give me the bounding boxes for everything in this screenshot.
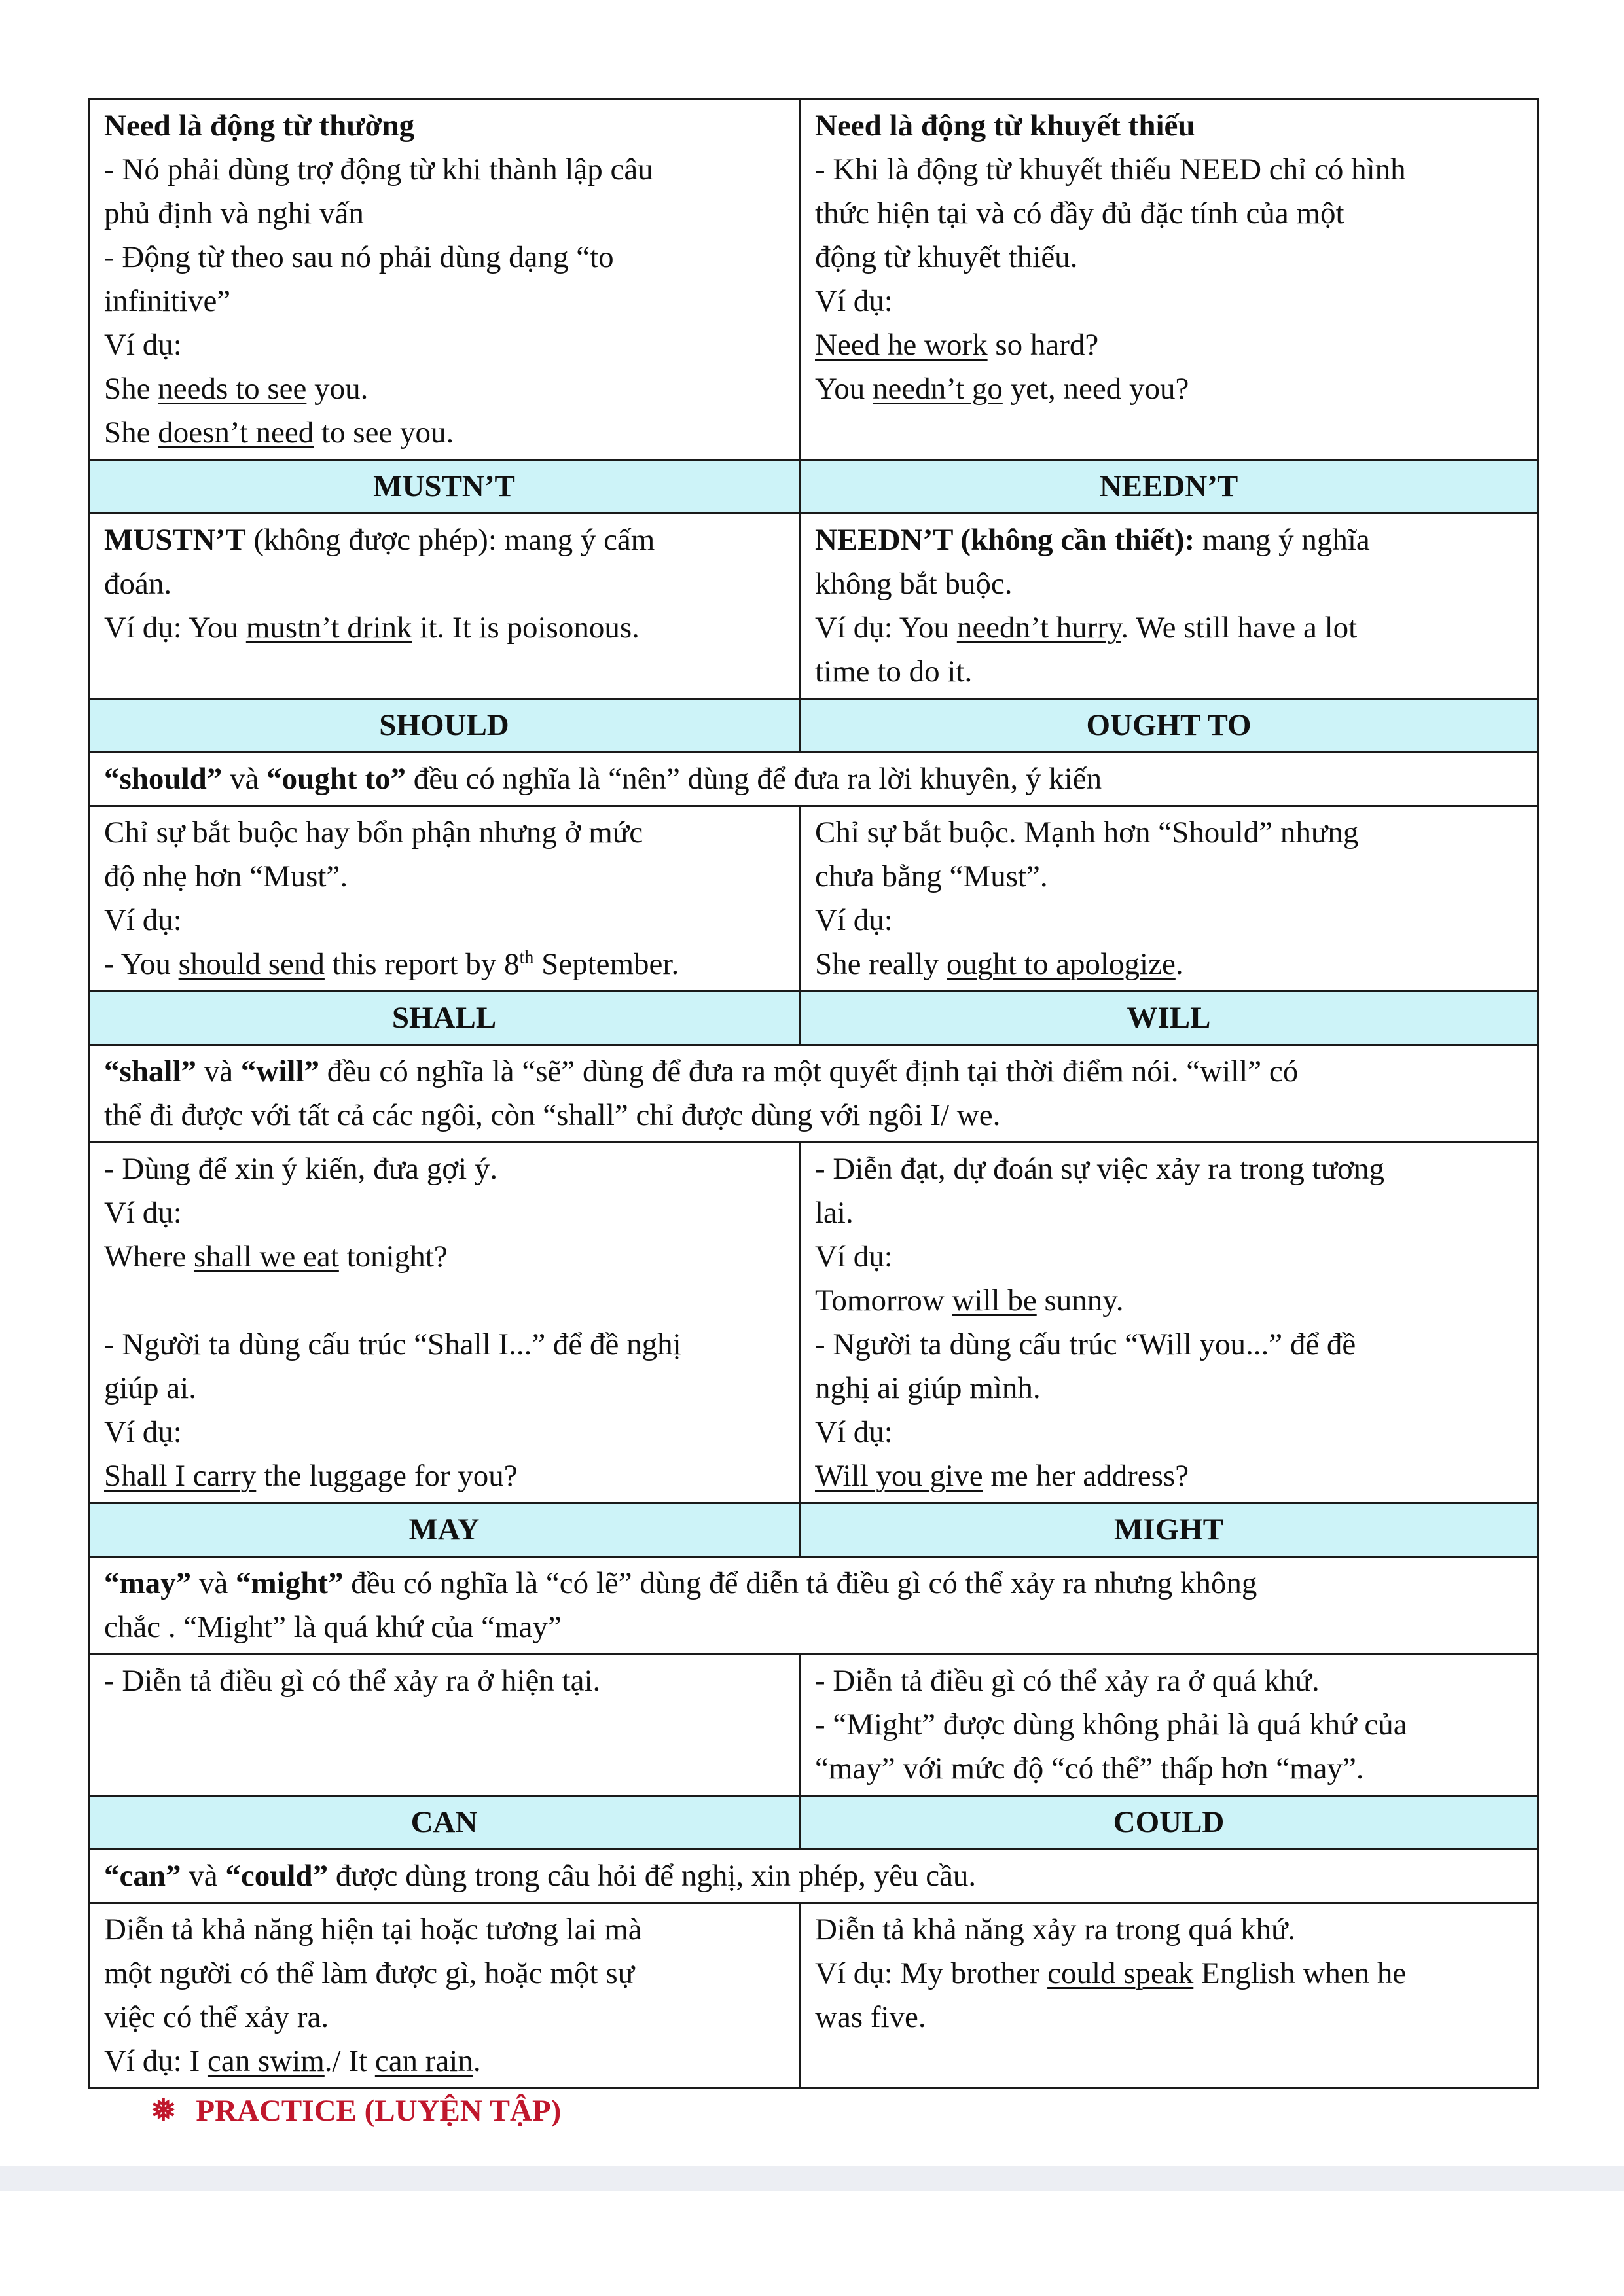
need-row	[89, 99, 1538, 460]
could-cell	[800, 1903, 1538, 2089]
can-line: việc có thể xảy ra.	[104, 2000, 329, 2034]
may-cell	[89, 1655, 800, 1796]
may-header: MAY	[89, 1503, 800, 1557]
shall-example-2: Shall I carry the luggage for you?	[104, 1459, 518, 1493]
need-modal-line: - Khi là động từ khuyết thiếu NEED chỉ có hình	[815, 152, 1406, 187]
need-normal-example-2: She doesn’t need to see you.	[104, 416, 454, 450]
shall-line: - Dùng để xin ý kiến, đưa gợi ý.	[104, 1152, 498, 1186]
will-line: nghị ai giúp mình.	[815, 1371, 1041, 1405]
need-normal-line: - Nó phải dùng trợ động từ khi thành lập câu	[104, 152, 653, 187]
might-cell	[800, 1655, 1538, 1796]
can-header: CAN	[89, 1796, 800, 1850]
should-ought-row	[89, 806, 1538, 992]
practice-heading	[151, 2089, 561, 2133]
may-might-row	[89, 1655, 1538, 1796]
need-modal-verb-cell	[800, 99, 1538, 460]
mustnt-definition: MUSTN’T (không được phép): mang ý cấm	[104, 523, 655, 557]
need-normal-example-1: She needs to see you.	[104, 372, 369, 406]
need-normal-verb-cell	[89, 99, 800, 460]
will-example-2: Will you give me her address?	[815, 1459, 1189, 1493]
neednt-definition-cont: không bắt buộc.	[815, 567, 1013, 601]
need-normal-line: Ví dụ:	[104, 328, 182, 362]
shall-line: Ví dụ:	[104, 1415, 182, 1449]
ought-to-example: She really ought to apologize.	[815, 947, 1183, 981]
might-line: - Diễn tả điều gì có thể xảy ra ở quá khứ.	[815, 1664, 1320, 1698]
will-line: Ví dụ:	[815, 1240, 893, 1274]
need-normal-line: phủ định và nghi vấn	[104, 196, 364, 230]
should-ought-summary	[89, 753, 1538, 806]
should-line: Chỉ sự bắt buộc hay bổn phận nhưng ở mức	[104, 816, 643, 850]
should-ought-header-row	[89, 699, 1538, 753]
blank-line	[104, 1279, 784, 1323]
might-header: MIGHT	[800, 1503, 1538, 1557]
modal-verbs-table	[88, 98, 1539, 2089]
need-modal-line: thức hiện tại và có đầy đủ đặc tính của một	[815, 196, 1344, 230]
shall-line: - Người ta dùng cấu trúc “Shall I...” để đề nghị	[104, 1327, 681, 1361]
could-line: Diễn tả khả năng xảy ra trong quá khứ.	[815, 1912, 1296, 1946]
shall-will-header-row	[89, 992, 1538, 1045]
ought-to-line: chưa bằng “Must”.	[815, 859, 1048, 893]
will-cell	[800, 1143, 1538, 1503]
shall-will-row	[89, 1143, 1538, 1503]
snowflake-bullet-icon: ❅	[151, 2094, 177, 2128]
ought-to-header: OUGHT TO	[800, 699, 1538, 753]
need-modal-line: Ví dụ:	[815, 284, 893, 318]
might-line: “may” với mức độ “có thể” thấp hơn “may”.	[815, 1751, 1364, 1785]
shall-line: Ví dụ:	[104, 1196, 182, 1230]
shall-header: SHALL	[89, 992, 800, 1045]
can-cell	[89, 1903, 800, 2089]
mustnt-cell	[89, 514, 800, 699]
could-line: was five.	[815, 2000, 926, 2034]
need-modal-example-1: Need he work so hard?	[815, 328, 1099, 362]
mustnt-neednt-row	[89, 514, 1538, 699]
page-gap	[0, 2166, 1624, 2191]
neednt-cell	[800, 514, 1538, 699]
should-line: Ví dụ:	[104, 903, 182, 937]
shall-cell	[89, 1143, 800, 1503]
should-ought-summary-row	[89, 753, 1538, 806]
shall-example-1: Where shall we eat tonight?	[104, 1240, 448, 1274]
should-cell	[89, 806, 800, 992]
need-normal-line: - Động từ theo sau nó phải dùng dạng “to	[104, 240, 614, 274]
may-might-summary-line-2: chắc . “Might” là quá khứ của “may”	[104, 1610, 562, 1644]
may-line: - Diễn tả điều gì có thể xảy ra ở hiện tại.	[104, 1664, 601, 1698]
can-could-summary	[89, 1850, 1538, 1903]
neednt-example: Ví dụ: You needn’t hurry. We still have a lot	[815, 611, 1358, 645]
ought-to-line: Chỉ sự bắt buộc. Mạnh hơn “Should” nhưng	[815, 816, 1359, 850]
neednt-example-cont: time to do it.	[815, 655, 973, 689]
need-modal-example-2: You needn’t go yet, need you?	[815, 372, 1189, 406]
may-might-summary	[89, 1557, 1538, 1655]
neednt-definition: NEEDN’T (không cần thiết): mang ý nghĩa	[815, 523, 1370, 557]
practice-label: PRACTICE (LUYỆN TẬP)	[196, 2094, 562, 2128]
can-could-row	[89, 1903, 1538, 2089]
mustnt-header: MUSTN’T	[89, 460, 800, 514]
could-example: Ví dụ: My brother could speak English when he	[815, 1956, 1407, 1990]
need-normal-heading: Need là động từ thường	[104, 109, 415, 143]
need-modal-line: động từ khuyết thiếu.	[815, 240, 1078, 274]
need-normal-line: infinitive”	[104, 284, 231, 318]
should-header: SHOULD	[89, 699, 800, 753]
ought-to-line: Ví dụ:	[815, 903, 893, 937]
need-modal-heading: Need là động từ khuyết thiếu	[815, 109, 1195, 143]
mustnt-neednt-header-row	[89, 460, 1538, 514]
can-line: Diễn tả khả năng hiện tại hoặc tương lai mà	[104, 1912, 642, 1946]
document-page-2-top	[0, 2191, 1624, 2296]
should-ought-summary-line: “should” và “ought to” đều có nghĩa là “nên” dùng để đưa ra lời khuyên, ý kiến	[104, 762, 1102, 796]
should-line: độ nhẹ hơn “Must”.	[104, 859, 348, 893]
can-line: một người có thể làm được gì, hoặc một sự	[104, 1956, 635, 1990]
will-line: - Người ta dùng cấu trúc “Will you...” để đề	[815, 1327, 1356, 1361]
ought-to-cell	[800, 806, 1538, 992]
may-might-header-row	[89, 1503, 1538, 1557]
will-line: lai.	[815, 1196, 854, 1230]
will-header: WILL	[800, 992, 1538, 1045]
shall-will-summary-line-2: thể đi được với tất cả các ngôi, còn “shall” chỉ được dùng với ngôi I/ we.	[104, 1098, 1001, 1132]
can-could-summary-row	[89, 1850, 1538, 1903]
mustnt-definition-cont: đoán.	[104, 567, 172, 601]
will-line: - Diễn đạt, dự đoán sự việc xảy ra trong tương	[815, 1152, 1385, 1186]
neednt-header: NEEDN’T	[800, 460, 1538, 514]
shall-will-summary-row	[89, 1045, 1538, 1143]
can-could-header-row	[89, 1796, 1538, 1850]
shall-line: giúp ai.	[104, 1371, 196, 1405]
will-example-1: Tomorrow will be sunny.	[815, 1283, 1124, 1318]
can-example: Ví dụ: I can swim./ It can rain.	[104, 2044, 481, 2078]
shall-will-summary	[89, 1045, 1538, 1143]
may-might-summary-line: “may” và “might” đều có nghĩa là “có lẽ” dùng để diễn tả điều gì có thể xảy ra nhưng không	[104, 1566, 1257, 1600]
could-header: COULD	[800, 1796, 1538, 1850]
should-example: - You should send this report by 8th September.	[104, 947, 679, 981]
shall-will-summary-line: “shall” và “will” đều có nghĩa là “sẽ” dùng để đưa ra một quyết định tại thời điểm nói. “will” có	[104, 1054, 1299, 1088]
may-might-summary-row	[89, 1557, 1538, 1655]
will-line: Ví dụ:	[815, 1415, 893, 1449]
might-line: - “Might” được dùng không phải là quá khứ của	[815, 1708, 1407, 1742]
can-could-summary-line: “can” và “could” được dùng trong câu hỏi để nghị, xin phép, yêu cầu.	[104, 1859, 977, 1893]
mustnt-example: Ví dụ: You mustn’t drink it. It is poisonous.	[104, 611, 640, 645]
